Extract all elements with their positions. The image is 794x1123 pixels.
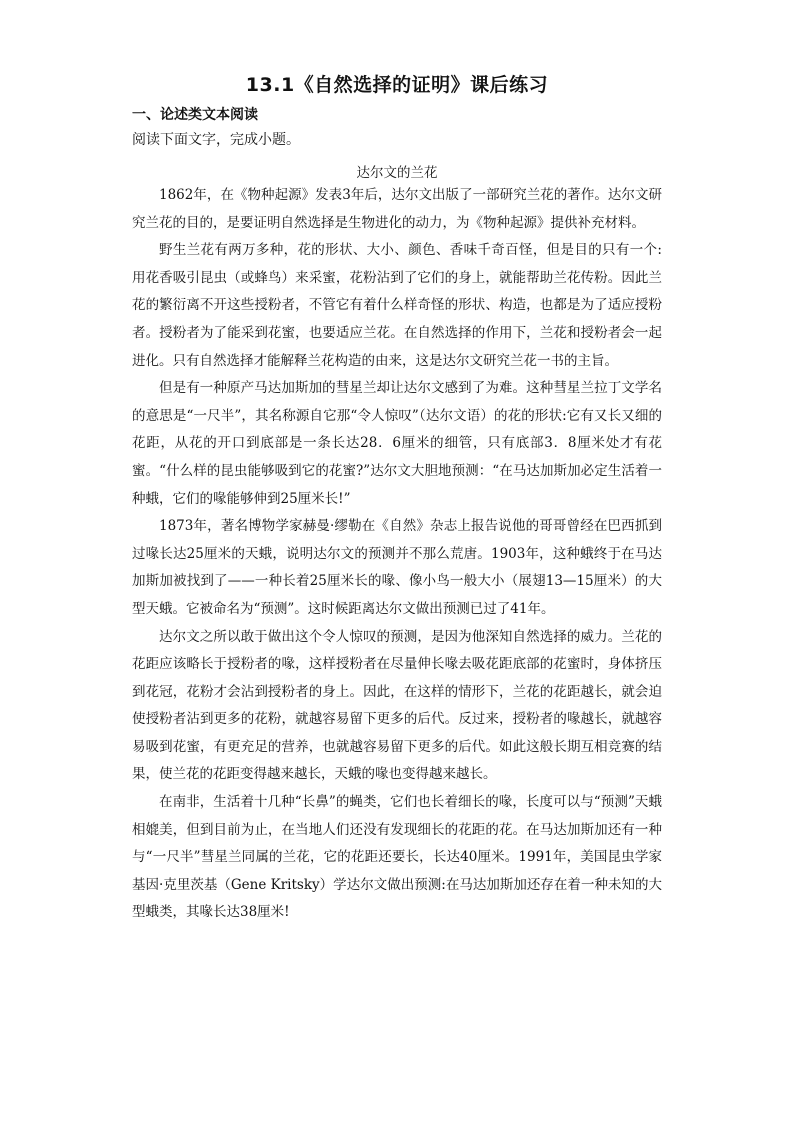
document-title: 13.1《自然选择的证明》课后练习 (245, 74, 549, 96)
instruction-text: 阅读下面文字，完成小题。 (132, 132, 300, 148)
paragraph: 1862年，在《物种起源》发表3年后，达尔文出版了一部研究兰花的著作。达尔文研究兰花的目的，是要证明自然选择是生物进化的动力，为《物种起源》提供补充材料。 (132, 187, 662, 231)
essay-title: 达尔文的兰花 (356, 165, 438, 181)
paragraph: 野生兰花有两万多种，花的形状、大小、颜色、香味千奇百怪，但是目的只有一个:用花香吸引昆虫（或蜂鸟）来采蜜，花粉沾到了它们的身上，就能帮助兰花传粉。因此兰花的繁衍离不开这些授粉者，不管它有着什么样奇怪的形状、构造，也都是为了适应授粉者。授粉者为了能采到花蜜，也要适应兰花。在自然选择的作用下，兰花和授粉者会一起进化。只有自然选择才能解释兰花构造的由来，这是达尔文研究兰花一书的主旨。 (132, 242, 662, 369)
essay-body (132, 182, 662, 927)
paragraph: 但是有一种原产马达加斯加的彗星兰却让达尔文感到了为难。这种彗星兰拉丁文学名的意思是“一尺半”，其名称源自它那“令人惊叹”（达尔文语）的花的形状:它有又长又细的花距，从花的开口到底部是一条长达28．6厘米的细管，只有底部3．8厘米处才有花蜜。“什么样的昆虫能够吸到它的花蜜?”达尔文大胆地预测：“在马达加斯加必定生活着一种蛾，它们的喙能够伸到25厘米长!” (132, 380, 662, 507)
section-heading: 一、论述类文本阅读 (132, 107, 258, 123)
paragraph: 在南非，生活着十几种“长鼻”的蝇类，它们也长着细长的喙，长度可以与“预测”天蛾相媲美，但到目前为止，在当地人们还没有发现细长的花距的花。在马达加斯加还有一种与“一尺半”彗星兰同属的兰花，它的花距还要长，长达40厘米。1991年，美国昆虫学家基因·克里茨基（Gene Kritsky）学达尔文做出预测:在马达加斯加还存在着一种未知的大型蛾类，其喙长达38厘米! (132, 794, 662, 921)
paragraph: 1873年，著名博物学家赫曼·缪勒在《自然》杂志上报告说他的哥哥曾经在巴西抓到过喙长达25厘米的天蛾，说明达尔文的预测并不那么荒唐。1903年，这种蛾终于在马达加斯加被找到了——一种长着25厘米长的喙、像小鸟一般大小（展翅13—15厘米）的大型天蛾。它被命名为“预测”。这时候距离达尔文做出预测已过了41年。 (132, 518, 662, 617)
paragraph: 达尔文之所以敢于做出这个令人惊叹的预测，是因为他深知自然选择的威力。兰花的花距应该略长于授粉者的喙，这样授粉者在尽量伸长喙去吸花距底部的花蜜时，身体挤压到花冠，花粉才会沾到授粉者的身上。因此，在这样的情形下，兰花的花距越长，就会迫使授粉者沾到更多的花粉，就越容易留下更多的后代。反过来，授粉者的喙越长，就越容易吸到花蜜，有更充足的营养，也就越容易留下更多的后代。如此这般长期互相竞赛的结果，使兰花的花距变得越来越长，天蛾的喙也变得越来越长。 (132, 628, 662, 783)
